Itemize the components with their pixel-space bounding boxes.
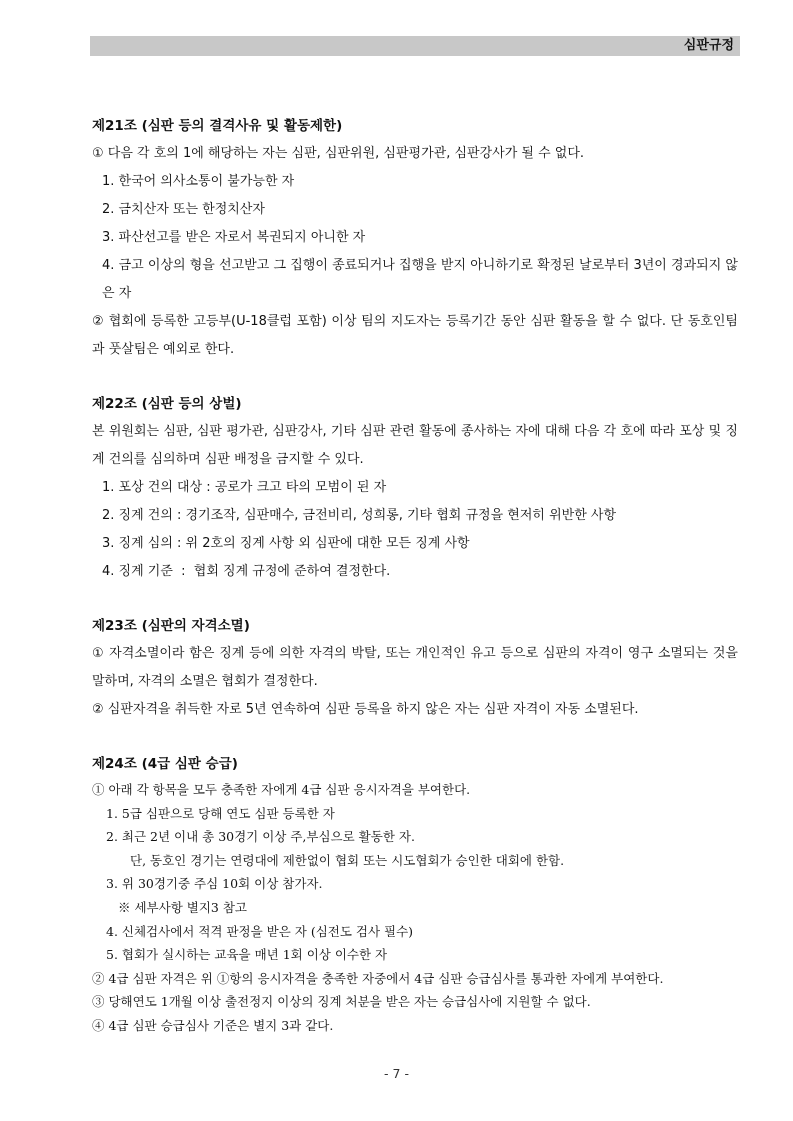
list-item: 3. 파산선고를 받은 자로서 복권되지 아니한 자	[102, 230, 366, 245]
article-21	[92, 112, 738, 364]
list-item: 1. 포상 건의 대상 : 공로가 크고 타의 모범이 된 자	[102, 480, 387, 495]
article-24	[92, 750, 738, 1038]
article-title: 제24조 (4급 심판 승급)	[92, 756, 238, 772]
article-title: 제21조 (심판 등의 결격사유 및 활동제한)	[92, 118, 343, 134]
article-title: 제23조 (심판의 자격소멸)	[92, 618, 250, 634]
list-item: 단, 동호인 경기는 연령대에 제한없이 협회 또는 시도협회가 승인한 대회에 한함.	[130, 852, 565, 868]
paragraph: ② 협회에 등록한 고등부(U-18클럽 포함) 이상 팀의 지도자는 등록기간 동안 심판 활동을 할 수 없다. 단 동호인팀과 풋살팀은 예외로 한다.	[92, 314, 738, 357]
list-item: 1. 한국어 의사소통이 불가능한 자	[102, 174, 295, 189]
list-item: 2. 금치산자 또는 한정치산자	[102, 202, 265, 217]
paragraph: 본 위원회는 심판, 심판 평가관, 심판강사, 기타 심판 관련 활동에 종사하는 자에 대해 다음 각 호에 따라 포상 및 징계 건의를 심의하며 심판 배정을 금지할 수 있다.	[92, 424, 738, 467]
page-number: - 7 -	[384, 1066, 409, 1081]
document-body	[92, 112, 738, 1038]
list-item: 2. 징계 건의 : 경기조작, 심판매수, 금전비리, 성희롱, 기타 협회 규정을 현저히 위반한 사항	[102, 508, 617, 523]
list-item: 4. 징계 기준 : 협회 징계 규정에 준하여 결정한다.	[102, 564, 391, 579]
paragraph: ① 다음 각 호의 1에 해당하는 자는 심판, 심판위원, 심판평가관, 심판강사가 될 수 없다.	[92, 146, 585, 161]
paragraph: ① 아래 각 항목을 모두 충족한 자에게 4급 심판 응시자격을 부여한다.	[92, 782, 471, 797]
article-23	[92, 612, 738, 724]
paragraph: ③ 당해연도 1개월 이상 출전정지 이상의 징계 처분을 받은 자는 승급심사에 지원할 수 없다.	[92, 994, 591, 1010]
list-item: 5. 협회가 실시하는 교육을 매년 1회 이상 이수한 자	[106, 947, 388, 963]
list-item: 4. 신체검사에서 적격 판정을 받은 자 (심전도 검사 필수)	[106, 923, 414, 939]
list-item: 1. 5급 심판으로 당해 연도 심판 등록한 자	[106, 805, 335, 821]
note: ※ 세부사항 별지3 참고	[118, 899, 247, 915]
header-bar	[90, 36, 740, 56]
list-item: 3. 위 30경기중 주심 10회 이상 참가자.	[106, 876, 323, 892]
paragraph: ① 자격소멸이라 함은 징계 등에 의한 자격의 박탈, 또는 개인적인 유고 등으로 심판의 자격이 영구 소멸되는 것을 말하며, 자격의 소멸은 협회가 결정한다.	[92, 646, 738, 689]
list-item: 3. 징계 심의 : 위 2호의 징계 사항 외 심판에 대한 모든 징계 사항	[102, 536, 470, 551]
paragraph: ④ 4급 심판 승급심사 기준은 별지 3과 같다.	[92, 1017, 334, 1033]
header-title: 심판규정	[683, 38, 734, 53]
list-item: 2. 최근 2년 이내 총 30경기 이상 주,부심으로 활동한 자.	[106, 829, 415, 845]
article-title: 제22조 (심판 등의 상벌)	[92, 396, 242, 412]
paragraph: ② 4급 심판 자격은 위 ①항의 응시자격을 충족한 자중에서 4급 심판 승급심사를 통과한 자에게 부여한다.	[92, 970, 664, 986]
paragraph: ② 심판자격을 취득한 자로 5년 연속하여 심판 등록을 하지 않은 자는 심판 자격이 자동 소멸된다.	[92, 702, 639, 717]
list-item: 4. 금고 이상의 형을 선고받고 그 집행이 종료되거나 집행을 받지 아니하기로 확정된 날로부터 3년이 경과되지 않은 자	[102, 258, 738, 301]
article-22	[92, 390, 738, 586]
